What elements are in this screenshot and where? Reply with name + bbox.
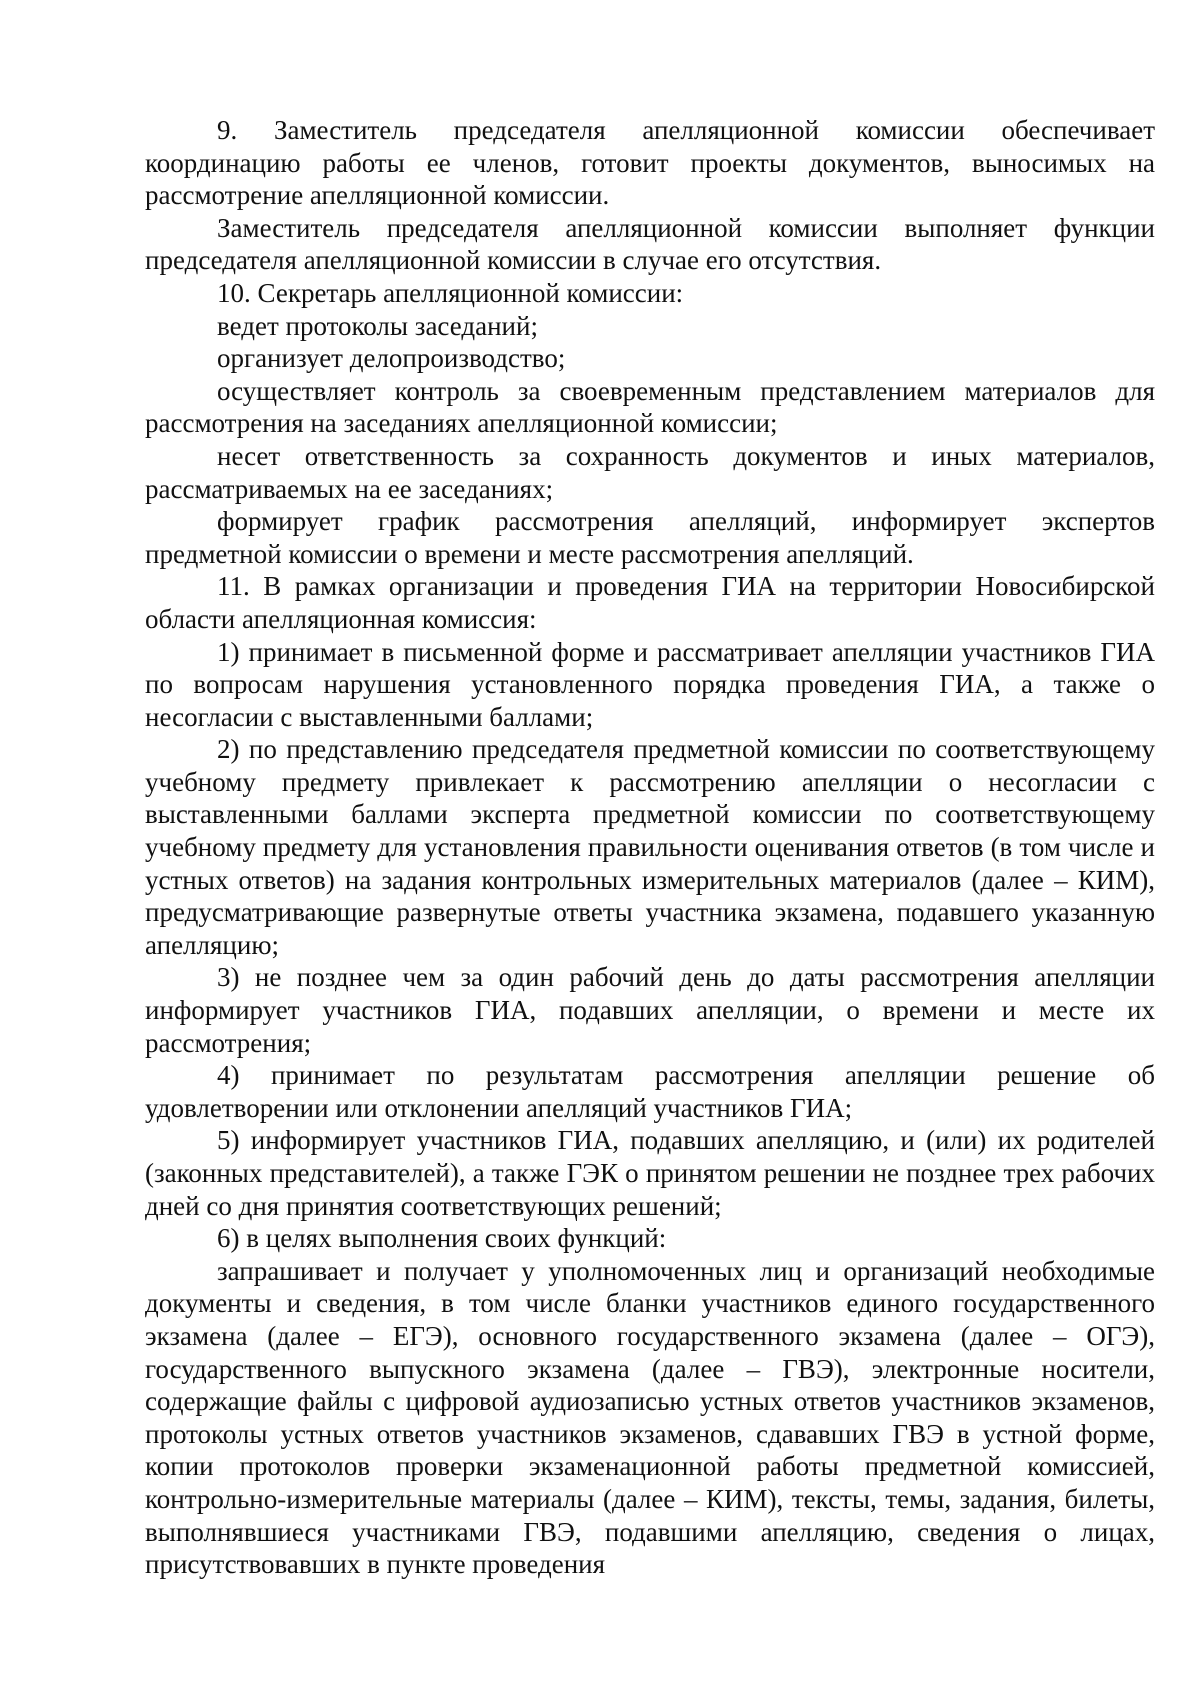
paragraph-11-commission: 11. В рамках организации и проведения ГИА на территории Новосибирской области апелляционная комиссия: [145, 571, 1155, 634]
paragraph-deputy-chair-functions: Заместитель председателя апелляционной комиссии выполняет функции председателя апелляционной комиссии в случае его отсутствия. [145, 212, 1155, 276]
list-item-5-notifies: 5) информирует участников ГИА, подавших апелляцию, и (или) их родителей (законных представителей), а также ГЭК о принятом решении не позднее трех рабочих дней со дня принятия соответствующих решений; [145, 1125, 1155, 1221]
list-item-3-informs: 3) не позднее чем за один рабочий день до даты рассмотрения апелляции информирует участников ГИА, подавших апелляции, о времени и месте их рассмотрения; [145, 962, 1155, 1058]
list-item-records: организует делопроизводство; [217, 343, 566, 374]
paragraph-10-secretary: 10. Секретарь апелляционной комиссии: [217, 277, 684, 308]
document-page [145, 114, 1155, 1581]
list-item-schedule: формирует график рассмотрения апелляций, информирует экспертов предметной комиссии о времени и месте рассмотрения апелляций. [145, 506, 1155, 569]
paragraph-9-deputy-chair: 9. Заместитель председателя апелляционной комиссии обеспечивает координацию работы ее членов, готовит проекты документов, выносимых на рассмотрение апелляционной комиссии. [145, 115, 1155, 211]
list-item-responsibility: несет ответственность за сохранность документов и иных материалов, рассматриваемых на ее заседаниях; [145, 440, 1155, 504]
list-item-6-functions: 6) в целях выполнения своих функций: [217, 1223, 667, 1254]
list-item-requests-documents: запрашивает и получает у уполномоченных лиц и организаций необходимые документы и сведения, в том числе бланки участников единого государственного экзамена (далее – ЕГЭ), основного государственного экзамена (далее – ОГЭ), государственного выпускного экзамена (далее – ГВЭ), электронные носители, содержащие файлы с цифровой аудиозаписью устных ответов участников экзаменов, протоколы устных ответов участников экзаменов, сдававших ГВЭ в устной форме, копии протоколов проверки экзаменационной работы предметной комиссией, контрольно-измерительные материалы (далее – КИМ), тексты, темы, задания, билеты, выполнявшиеся участниками ГВЭ, подавшими апелляцию, сведения о лицах, присутствовавших в пункте проведения [145, 1255, 1155, 1580]
list-item-protocols: ведет протоколы заседаний; [217, 310, 538, 341]
list-item-2-expert: 2) по представлению председателя предметной комиссии по соответствующему учебному предмету привлекает к рассмотрению апелляции о несогласии с выставленными баллами эксперта предметной комиссии по соответствующему учебному предмету для установления правильности оценивания ответов (в том числе и устных ответов) на задания контрольных измерительных материалов (далее – КИМ), предусматривающие развернутые ответы участника экзамена, подавшего указанную апелляцию; [145, 734, 1155, 960]
list-item-control: осуществляет контроль за своевременным представлением материалов для рассмотрения на заседаниях апелляционной комиссии; [145, 375, 1155, 439]
list-item-1-accepts-appeals: 1) принимает в письменной форме и рассматривает апелляции участников ГИА по вопросам нарушения установленного порядка проведения ГИА, а также о несогласии с выставленными баллами; [145, 636, 1155, 732]
list-item-4-decision: 4) принимает по результатам рассмотрения апелляции решение об удовлетворении или отклонении апелляций участников ГИА; [145, 1060, 1155, 1123]
